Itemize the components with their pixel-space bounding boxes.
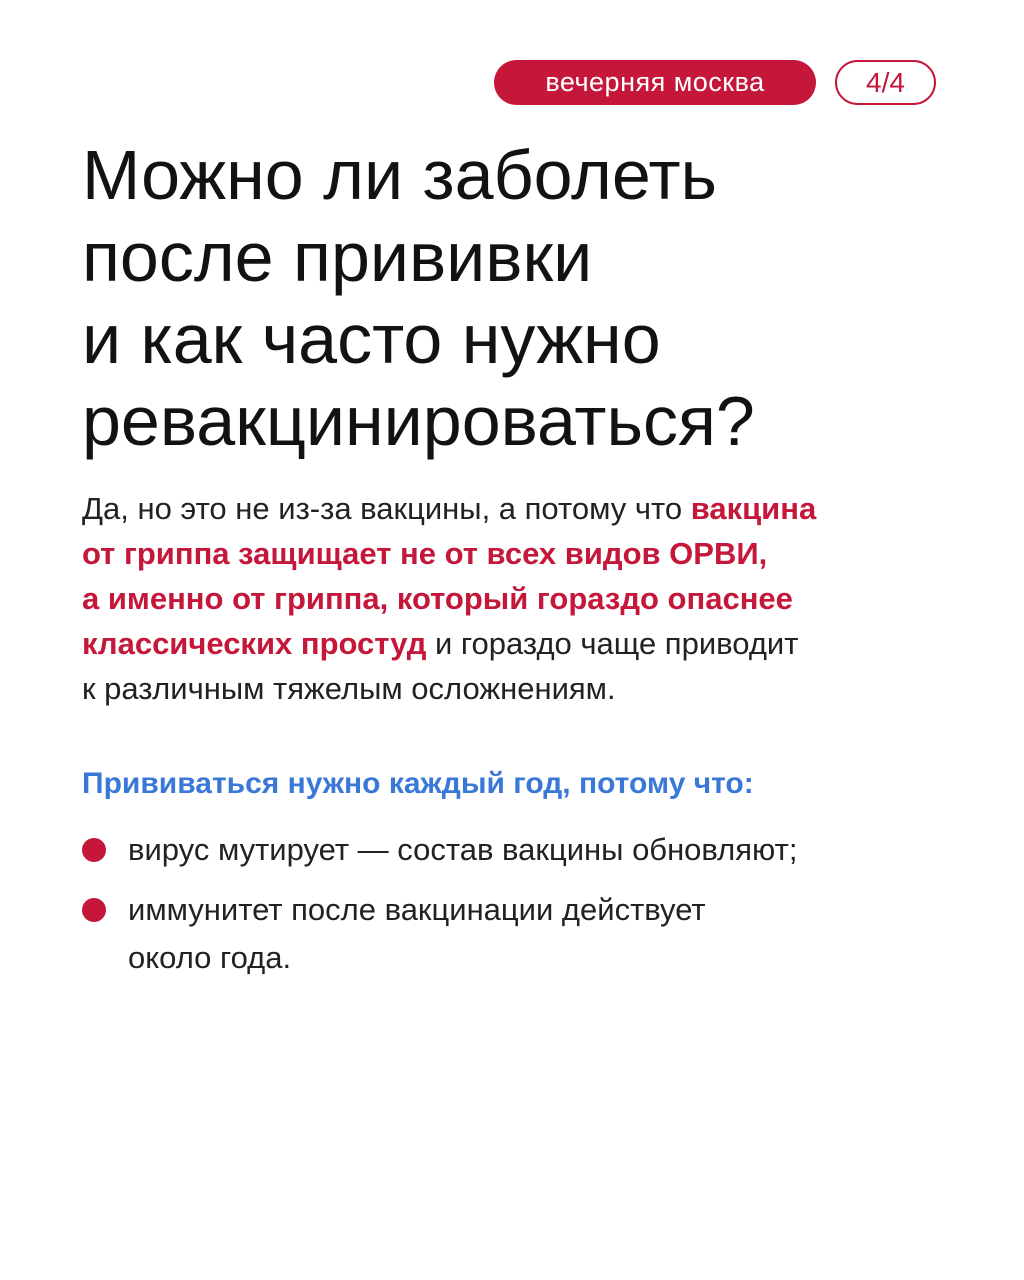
list-item-text: иммунитет после вакцинации действует <box>128 892 706 927</box>
list-item <box>82 826 962 874</box>
headline-line: Можно ли заболеть <box>82 136 717 214</box>
body-highlight: классических простуд <box>82 626 427 661</box>
body-text: Да, но это не из-за вакцины, а потому что <box>82 491 691 526</box>
bullet-dot-icon <box>82 898 106 922</box>
list-item-text: около года. <box>128 940 292 975</box>
section-subheading: Прививаться нужно каждый год, потому что: <box>82 767 754 800</box>
headline-line: и как часто нужно <box>82 300 661 378</box>
bullet-list <box>82 826 962 982</box>
brand-badge: вечерняя москва <box>494 60 816 105</box>
body-highlight: от гриппа защищает не от всех видов ОРВИ, <box>82 536 768 571</box>
body-line <box>82 621 962 666</box>
body-line <box>82 486 962 531</box>
bullet-dot-icon <box>82 838 106 862</box>
list-item <box>82 886 962 982</box>
body-text: к различным тяжелым осложнениям. <box>82 671 616 706</box>
list-item-text: вирус мутирует — состав вакцины обновляют; <box>128 832 798 867</box>
body-highlight: вакцина <box>690 491 817 526</box>
headline-line: ревакцинироваться? <box>82 382 755 460</box>
body-highlight: а именно от гриппа, который гораздо опаснее <box>82 581 793 616</box>
body-paragraph <box>82 486 962 711</box>
page-indicator: 4/4 <box>835 60 936 105</box>
headline <box>82 134 962 462</box>
headline-line: после прививки <box>82 218 593 296</box>
body-text: и гораздо чаще приводит <box>426 626 799 661</box>
